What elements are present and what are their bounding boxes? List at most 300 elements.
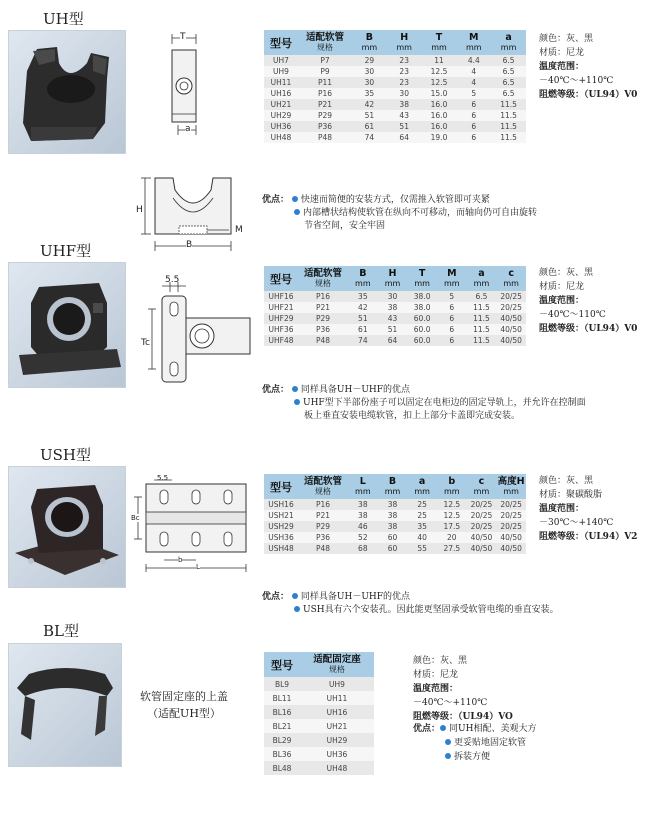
uhf-material: 材质：尼龙 — [539, 282, 585, 292]
table-cell: P29 — [298, 521, 348, 532]
table-cell: 6 — [456, 132, 491, 143]
table-cell: USH29 — [264, 521, 298, 532]
header-col — [378, 474, 408, 499]
ush-section-title: USH型 — [40, 446, 91, 464]
table-cell: UH48 — [264, 132, 298, 143]
table-row — [264, 761, 374, 775]
table-row — [264, 719, 374, 733]
table-cell: USH36 — [264, 532, 298, 543]
uh-properties — [539, 32, 637, 102]
header-fit-sub: 规格 — [329, 665, 345, 674]
ush-color: 颜色：灰、黑 — [539, 476, 594, 486]
table-cell: 40/50 — [467, 532, 497, 543]
table-cell: P48 — [298, 132, 352, 143]
table-cell: 61 — [352, 121, 387, 132]
header-col-name: M — [447, 268, 457, 279]
uhf-adv-2: UHF型下半部份座子可以固定在电柜边的固定导轨上，并允许在控制面 — [303, 398, 586, 408]
table-cell: UH29 — [300, 733, 374, 747]
header-fit-spec — [298, 474, 348, 499]
table-cell: 17.5 — [437, 521, 467, 532]
table-cell: 38.0 — [407, 291, 437, 302]
ush-properties — [539, 474, 637, 544]
table-cell: UH21 — [300, 719, 374, 733]
bullet-icon — [445, 739, 451, 745]
table-cell: 4 — [456, 66, 491, 77]
table-cell: 51 — [378, 324, 408, 335]
table-cell: 61 — [348, 324, 378, 335]
table-cell: 43 — [387, 110, 422, 121]
ush-table-header — [264, 474, 526, 499]
table-cell: 6 — [456, 121, 491, 132]
bl-properties — [413, 654, 513, 724]
table-cell: BL16 — [264, 705, 300, 719]
table-row — [264, 110, 526, 121]
header-col-unit: mm — [500, 43, 517, 52]
table-cell: 38.0 — [407, 302, 437, 313]
bl-table-header — [264, 652, 374, 677]
header-col-unit: mm — [414, 487, 430, 496]
header-col — [496, 474, 526, 499]
ush-dim-l-label: L — [196, 563, 200, 571]
table-row — [264, 543, 526, 554]
uh-temp-value: －40℃～+110℃ — [539, 76, 614, 86]
table-cell: P21 — [298, 99, 352, 110]
ush-temp-label: 温度范围： — [539, 504, 585, 514]
table-cell: UHF21 — [264, 302, 298, 313]
table-cell: P29 — [298, 313, 348, 324]
table-cell: 40 — [407, 532, 437, 543]
table-cell: 38 — [348, 499, 378, 510]
header-col-unit: mm — [431, 43, 447, 52]
table-cell: P48 — [298, 543, 348, 554]
ush-material: 材质：聚碳酸脂 — [539, 490, 603, 500]
uh-clamp-image — [9, 31, 125, 153]
header-fit-spec — [300, 652, 374, 677]
table-cell: UH11 — [300, 691, 374, 705]
table-cell: 5 — [437, 291, 467, 302]
table-cell: 40/50 — [496, 543, 526, 554]
table-cell: UHF16 — [264, 291, 298, 302]
table-cell: 40/50 — [467, 543, 497, 554]
bl-advantages — [413, 722, 633, 764]
table-cell: 74 — [352, 132, 387, 143]
bl-caption-line1: 软管固定座的上盖 — [140, 690, 228, 703]
uh-dim-m-label: M — [235, 225, 243, 235]
bullet-icon — [294, 606, 300, 612]
table-cell: 20/25 — [496, 510, 526, 521]
table-cell: 11 — [422, 55, 457, 66]
header-col — [348, 266, 378, 291]
table-cell: 11.5 — [491, 132, 526, 143]
table-cell: 23 — [387, 55, 422, 66]
uhf-dim-label: 5.5 — [165, 275, 180, 285]
uhf-properties — [539, 266, 637, 336]
table-cell: 35 — [352, 88, 387, 99]
table-cell: 68 — [348, 543, 378, 554]
table-cell: 27.5 — [437, 543, 467, 554]
table-row — [264, 532, 526, 543]
bullet-icon — [294, 399, 300, 405]
table-cell: BL36 — [264, 747, 300, 761]
table-cell: 55 — [407, 543, 437, 554]
table-cell: P29 — [298, 110, 352, 121]
table-cell: 12.5 — [437, 510, 467, 521]
uhf-temp-label: 温度范围： — [539, 296, 585, 306]
bl-adv-label: 优点： — [413, 724, 441, 734]
header-col — [407, 474, 437, 499]
header-col-unit: mm — [503, 279, 519, 288]
table-cell: 11.5 — [491, 121, 526, 132]
ush-dim-label: 5.5 — [157, 474, 169, 482]
table-cell: 6 — [437, 335, 467, 346]
table-cell: 60 — [378, 543, 408, 554]
table-row — [264, 335, 526, 346]
table-row — [264, 55, 526, 66]
table-row — [264, 510, 526, 521]
table-cell: BL11 — [264, 691, 300, 705]
uhf-adv-3: 板上垂直安装电缆软管，扣上上部分卡盖即完成安装。 — [304, 411, 521, 421]
table-cell: P9 — [298, 66, 352, 77]
uh-color: 颜色：灰、黑 — [539, 34, 594, 44]
header-col — [378, 266, 408, 291]
uh-dim-h-label: H — [136, 205, 143, 215]
table-row — [264, 521, 526, 532]
table-cell: 15.0 — [422, 88, 457, 99]
header-col-unit: mm — [465, 43, 482, 52]
uhf-clamp-image — [9, 263, 125, 387]
ush-temp-value: －30℃～+140℃ — [539, 518, 614, 528]
uh-adv-3: 节省空间，安全牢固 — [304, 221, 386, 231]
table-cell: 40/50 — [496, 313, 526, 324]
table-row — [264, 499, 526, 510]
header-model: 型号 — [264, 474, 298, 499]
table-cell: 51 — [348, 313, 378, 324]
header-col-name: B — [388, 476, 397, 487]
table-cell: BL29 — [264, 733, 300, 747]
table-cell: 19.0 — [422, 132, 457, 143]
table-cell: 42 — [348, 302, 378, 313]
header-model: 型号 — [264, 266, 298, 291]
table-cell: 60 — [378, 532, 408, 543]
header-col-name: T — [418, 268, 426, 279]
table-cell: 30 — [352, 66, 387, 77]
table-cell: 25 — [407, 499, 437, 510]
header-col-unit: mm — [473, 487, 490, 496]
header-col — [348, 474, 378, 499]
table-cell: USH48 — [264, 543, 298, 554]
bl-color: 颜色：灰、黑 — [413, 656, 468, 666]
header-col-unit: mm — [396, 43, 412, 52]
table-cell: UH36 — [264, 121, 298, 132]
table-cell: 11.5 — [467, 335, 497, 346]
header-col-name: B — [365, 32, 374, 43]
table-cell: 4 — [456, 77, 491, 88]
header-col — [496, 266, 526, 291]
uhf-dim-tc-label: Tc — [141, 338, 150, 348]
table-cell: 30 — [378, 291, 408, 302]
bl-adv-3: 拆装方便 — [454, 752, 491, 762]
table-cell: 6.5 — [491, 66, 526, 77]
table-cell: UH16 — [300, 705, 374, 719]
table-cell: UHF48 — [264, 335, 298, 346]
table-cell: 11.5 — [467, 324, 497, 335]
table-cell: P16 — [298, 88, 352, 99]
header-col-unit: mm — [444, 487, 460, 496]
table-cell: 11.5 — [491, 99, 526, 110]
table-cell: 4.4 — [456, 55, 491, 66]
bl-adv-2: 更妥贴地固定软管 — [454, 738, 527, 748]
table-cell: P36 — [298, 121, 352, 132]
table-cell: 64 — [378, 335, 408, 346]
uh-side-view-drawing — [158, 28, 208, 146]
header-col-name: T — [435, 32, 443, 43]
table-cell: BL21 — [264, 719, 300, 733]
table-cell: UH9 — [264, 66, 298, 77]
ush-clamp-image — [9, 467, 125, 587]
table-row — [264, 705, 374, 719]
table-cell: 6.5 — [491, 88, 526, 99]
table-cell: 52 — [348, 532, 378, 543]
bl-section-title: BL型 — [43, 622, 79, 640]
header-fit-sub: 规格 — [315, 487, 331, 496]
table-cell: 30 — [352, 77, 387, 88]
table-cell: 20/25 — [467, 510, 497, 521]
table-cell: 16.0 — [422, 99, 457, 110]
table-cell: 16.0 — [422, 121, 457, 132]
header-col-unit: mm — [414, 279, 430, 288]
uh-adv-2: 内部槽状结构使软管在纵向不可移动，而轴向仍可自由旋转 — [303, 208, 538, 218]
table-cell: P11 — [298, 77, 352, 88]
ush-adv-1: 同样具备UH－UHF的优点 — [300, 592, 411, 602]
table-row — [264, 747, 374, 761]
table-row — [264, 733, 374, 747]
table-cell: 6 — [437, 302, 467, 313]
header-col-name: M — [469, 32, 479, 43]
ush-product-photo — [8, 466, 126, 588]
header-col-name: a — [478, 268, 485, 279]
table-cell: P21 — [298, 302, 348, 313]
table-cell: 12.5 — [422, 77, 457, 88]
table-cell: 38 — [378, 510, 408, 521]
header-col-name: B — [359, 268, 367, 279]
bl-temp-value: －40℃～+110℃ — [413, 698, 488, 708]
table-cell: 6.5 — [491, 77, 526, 88]
table-cell: 20/25 — [467, 521, 497, 532]
bullet-icon — [292, 196, 298, 202]
table-cell: 46 — [348, 521, 378, 532]
ush-flame-rating: 阻燃等级：（UL94）V2 — [539, 532, 638, 542]
table-row — [264, 313, 526, 324]
table-cell: 60.0 — [407, 324, 437, 335]
table-cell: P36 — [298, 324, 348, 335]
bl-flame-rating: 阻燃等级：（UL94）VO — [413, 712, 513, 722]
table-cell: P36 — [298, 532, 348, 543]
table-row — [264, 324, 526, 335]
uh-flame-rating: 阻燃等级：（UL94）V0 — [539, 90, 638, 100]
header-col-unit: mm — [503, 487, 519, 496]
table-row — [264, 677, 374, 691]
header-col-name: a — [505, 32, 512, 43]
header-col-unit: mm — [473, 279, 490, 288]
uh-material: 材质：尼龙 — [539, 48, 585, 58]
table-row — [264, 77, 526, 88]
header-col — [437, 474, 467, 499]
header-col-name: L — [359, 476, 366, 487]
table-cell: 12.5 — [422, 66, 457, 77]
uhf-drawing — [140, 276, 252, 386]
table-cell: 35 — [348, 291, 378, 302]
table-cell: 60.0 — [407, 313, 437, 324]
table-cell: 16.0 — [422, 110, 457, 121]
table-cell: 43 — [378, 313, 408, 324]
table-cell: 40/50 — [496, 532, 526, 543]
header-col-name: H — [388, 268, 397, 279]
ush-adv-label: 优点： — [262, 592, 290, 602]
table-cell: 11.5 — [467, 302, 497, 313]
table-cell: UHF36 — [264, 324, 298, 335]
bl-cover-image — [9, 644, 121, 766]
table-cell: 6 — [437, 324, 467, 335]
bl-material: 材质：尼龙 — [413, 670, 459, 680]
table-cell: UHF29 — [264, 313, 298, 324]
bl-temp-label: 温度范围： — [413, 684, 459, 694]
table-cell: 20/25 — [467, 499, 497, 510]
table-cell: 11.5 — [491, 110, 526, 121]
table-cell: UH21 — [264, 99, 298, 110]
table-cell: 38 — [378, 302, 408, 313]
header-col-name: 高度H — [497, 476, 525, 487]
header-col — [467, 266, 497, 291]
header-col-unit: mm — [355, 487, 371, 496]
table-cell: UH16 — [264, 88, 298, 99]
header-col-unit: mm — [361, 43, 378, 52]
table-row — [264, 99, 526, 110]
table-cell: P7 — [298, 55, 352, 66]
table-cell: 38 — [348, 510, 378, 521]
header-col — [422, 30, 457, 55]
header-col — [456, 30, 491, 55]
uhf-temp-value: －40℃～110℃ — [539, 310, 606, 320]
uh-adv-1: 快速而简便的安装方式，仅需推入软管即可夹紧 — [300, 195, 490, 205]
header-fit-spec — [298, 266, 348, 291]
header-col-name: c — [478, 476, 485, 487]
table-cell: BL9 — [264, 677, 300, 691]
uhf-advantages — [262, 384, 642, 423]
table-cell: 29 — [352, 55, 387, 66]
table-cell: 6 — [456, 99, 491, 110]
header-col-name: c — [508, 268, 514, 279]
uhf-flame-rating: 阻燃等级：（UL94）V0 — [539, 324, 638, 334]
table-cell: 64 — [387, 132, 422, 143]
table-cell: 6 — [456, 110, 491, 121]
table-cell: 20/25 — [496, 291, 526, 302]
ush-dim-bc-label: Bc — [131, 514, 140, 522]
table-cell: 23 — [387, 77, 422, 88]
table-cell: 20 — [437, 532, 467, 543]
table-row — [264, 66, 526, 77]
table-cell: 30 — [387, 88, 422, 99]
header-col-name: a — [418, 476, 426, 487]
table-cell: 11.5 — [467, 313, 497, 324]
uh-dim-a-label: a — [185, 124, 191, 134]
uh-advantages — [262, 194, 642, 233]
bl-adv-1: 同UH相配、美观大方 — [449, 724, 537, 734]
table-cell: 38 — [378, 499, 408, 510]
ush-dim-b-label: b — [178, 556, 183, 564]
header-col-unit: mm — [384, 279, 401, 288]
bullet-icon — [292, 593, 298, 599]
header-col-unit: mm — [384, 487, 401, 496]
table-cell: UH36 — [300, 747, 374, 761]
header-col — [387, 30, 422, 55]
bullet-icon — [294, 209, 300, 215]
header-col-name: H — [400, 32, 409, 43]
bl-spec-table — [264, 652, 374, 775]
bullet-icon — [292, 386, 298, 392]
uh-dim-b-label: B — [186, 240, 193, 250]
table-row — [264, 302, 526, 313]
uh-temp-label: 温度范围： — [539, 62, 585, 72]
header-fit-sub: 规格 — [315, 279, 331, 288]
header-fit-spec — [298, 30, 352, 55]
table-cell: UH7 — [264, 55, 298, 66]
ush-drawing — [130, 472, 254, 576]
bullet-icon — [440, 725, 446, 731]
uh-dim-t-label: T — [180, 32, 186, 42]
uhf-table-header — [264, 266, 526, 291]
table-cell: 38 — [387, 99, 422, 110]
uh-product-photo — [8, 30, 126, 154]
bullet-icon — [445, 753, 451, 759]
table-row — [264, 88, 526, 99]
table-cell: 74 — [348, 335, 378, 346]
header-col — [407, 266, 437, 291]
table-cell: 20/25 — [496, 499, 526, 510]
ush-spec-table — [264, 474, 526, 554]
uh-section-title: UH型 — [43, 10, 84, 28]
uhf-adv-label: 优点： — [262, 385, 290, 395]
table-cell: UH9 — [300, 677, 374, 691]
header-col-unit: mm — [355, 279, 371, 288]
header-fit-sub: 规格 — [317, 43, 333, 52]
table-cell: 6.5 — [491, 55, 526, 66]
table-row — [264, 691, 374, 705]
bl-caption-line2: （适配UH型） — [147, 707, 221, 720]
ush-advantages — [262, 591, 642, 617]
table-cell: 6 — [437, 313, 467, 324]
header-col-unit: mm — [444, 279, 460, 288]
table-cell: 6.5 — [467, 291, 497, 302]
header-col — [352, 30, 387, 55]
table-cell: 20/25 — [496, 521, 526, 532]
uh-adv-label: 优点： — [262, 195, 290, 205]
table-cell: 38 — [378, 521, 408, 532]
table-row — [264, 132, 526, 143]
bl-product-photo — [8, 643, 122, 767]
header-fit-top: 适配固定座 — [313, 654, 361, 665]
ush-adv-2: USH具有六个安装孔。因此能更坚固承受软管电缆的垂直安装。 — [303, 605, 559, 615]
table-cell: P21 — [298, 510, 348, 521]
table-cell: UH29 — [264, 110, 298, 121]
table-cell: 5 — [456, 88, 491, 99]
table-cell: P16 — [298, 499, 348, 510]
header-fit-top: 适配软管 — [305, 32, 344, 43]
uh-table-header — [264, 30, 526, 55]
uhf-spec-table — [264, 266, 526, 346]
header-model: 型号 — [264, 30, 298, 55]
uhf-section-title: UHF型 — [40, 242, 92, 260]
table-cell: UH11 — [264, 77, 298, 88]
